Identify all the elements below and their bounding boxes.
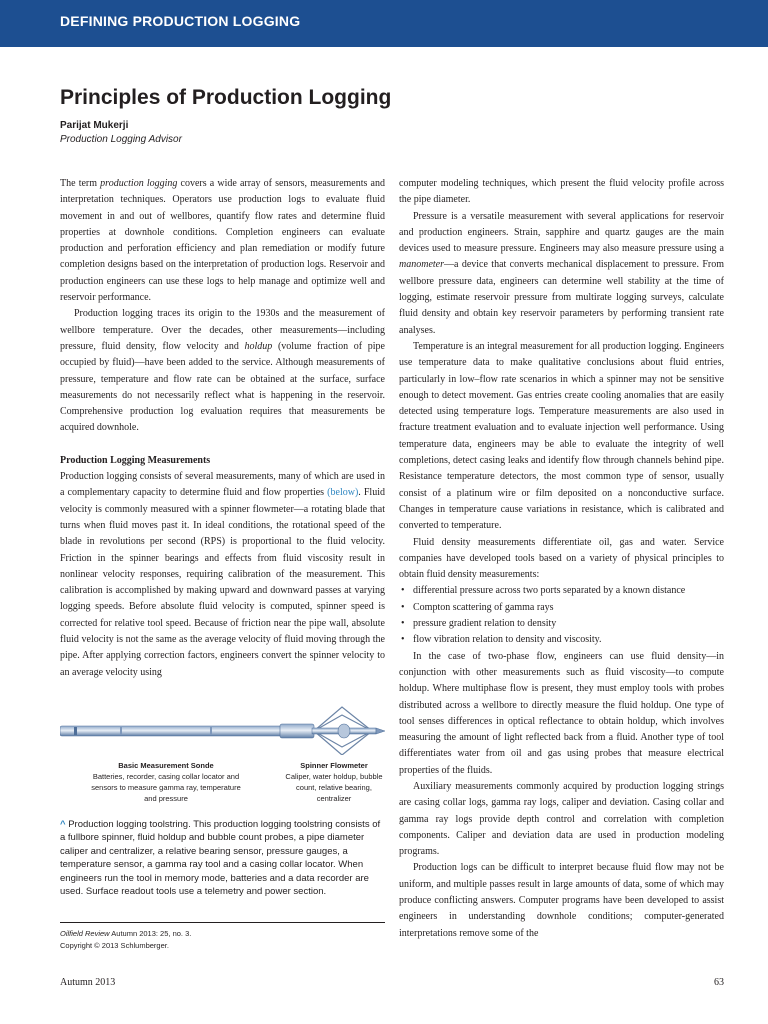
list-item: • pressure gradient relation to density (399, 616, 724, 632)
divider (60, 922, 385, 923)
term: holdup (244, 340, 273, 352)
author-title: Production Logging Advisor (60, 134, 182, 145)
paragraph: Auxiliary measurements commonly acquired by production logging strings are casing collar logs, gamma ray logs, caliper and deviation. Casing collar and gamma ray logs provide depth control and correlation with completion components. Caliper and deviation data are used in production modeling programs. (399, 780, 724, 858)
sonde-label (86, 760, 246, 804)
text: . Fluid velocity is commonly measured with a spinner flowmeter—a rotating blade that turns when fluid moves past it. In ideal conditions, the rotational speed of the blade in revolutions per second (RPS) is proportional to the fluid velocity. Friction in the spinner bearings and effects from fluid viscosity result in nonlinear velocity responses, requiring calibration of the measurement. This calibration is accomplished by making upward and downward passes at varying logging speeds. Before absolute fluid velocity is computed, spinner speed is corrected for relative tool speed. Because of friction near the pipe wall, absolute fluid velocity is not the same as the average velocity of fluid moving through the pipe. After applying correction factors, engineers convert the spinner velocity to an average velocity using (60, 487, 385, 678)
header-banner (0, 0, 768, 47)
text: covers a wide array of sensors, measurements and interpretation techniques. Operators use production logs to evaluate fluid movement in and out of wellbores, quantify flow rates and determine fluid properties at downhole conditions. Completion engineers can evaluate production and perforation efficiency and plan remediation or modify future completion designs based on the interpretation of production logs. Reservoir and production engineers can use these logs to help manage and optimize well and reservoir performance. (60, 178, 385, 304)
term: manometer (399, 259, 444, 271)
list-item: • flow vibration relation to density and viscosity. (399, 632, 724, 648)
journal-name: Oilfield Review (60, 929, 110, 938)
sonde-description: Batteries, recorder, casing collar locator and sensors to measure gamma ray, temperature and pressure (91, 772, 241, 803)
paragraph: In the case of two-phase flow, engineers can use fluid density—in conjunction with other measurements such as fluid viscosity—to compute holdup. Where multiphase flow is present, they must employ tools with probes distributed across a wellbore to directly measure the fluid holdup. One type of tool senses differences in optical reflectance to obtain holdup, which involves measuring the amount of light reflected back from a fluid. Another type of tool differentiates water from oil and gas using probes that measure electrical properties of the fluids. (399, 650, 724, 776)
bullet-list (399, 583, 724, 648)
paragraph: Temperature is an integral measurement for all production logging. Engineers use temperature data to make qualitative conclusions about fluid entries, particularly in low–flow rate scenarios in which a spinner may not be sensitive enough to detect movement. Gas entries create cooling anomalies that are easily detected using temperature logs. Temperature measurements are also used in fracture treatment evaluation and to evaluate injection well performance. Using temperature data, engineers may be able to evaluate the integrity of well completions, detect casing leaks and identify flow through channels behind pipe. Resistance temperature detectors, the most common type of sensor, usually consist of a platinum wire or film deposited on a nonconductive surface. Changes in temperature cause variations in resistance, which is calibrated and converted to temperature. (399, 340, 724, 532)
list-item: • Compton scattering of gamma rays (399, 600, 724, 616)
article-title: Principles of Production Logging (60, 86, 392, 109)
paragraph (60, 306, 385, 436)
paragraph: Fluid density measurements differentiate oil, gas and water. Service companies have developed tools based on a variety of physical principles to obtain fluid density measurements: (399, 536, 724, 581)
spinner-title: Spinner Flowmeter (300, 761, 368, 770)
copyright: Copyright © 2013 Schlumberger. (60, 941, 169, 950)
section-heading: Production Logging Measurements (60, 454, 211, 466)
paragraph: computer modeling techniques, which present the fluid velocity profile across the pipe diameter. (399, 178, 724, 206)
left-column (60, 176, 385, 681)
right-column (399, 176, 724, 942)
paragraph (399, 209, 724, 339)
figure-caption (60, 818, 385, 898)
figure-link[interactable]: (below) (327, 487, 359, 499)
list-item: • differential pressure across two ports separated by a known distance (399, 583, 724, 599)
spinner-label (278, 760, 390, 804)
spinner-description: Caliper, water holdup, bubble count, relative bearing, centralizer (285, 772, 383, 803)
footer-issue: Autumn 2013 (60, 977, 116, 988)
text: Production logging consists of several measurements, many of which are used in a complementary capacity to determine fluid and flow properties (60, 471, 385, 499)
paragraph (60, 469, 385, 681)
toolstring-illustration (60, 675, 385, 755)
toolstring-figure (60, 675, 385, 755)
text: (volume fraction of pipe occupied by fluid)—have been added to the service. Although measurements of pressure, temperature and flow rate can be obtained at the surface, surface measurements do not necessarily reflect what is happening in the reservoir. Comprehensive production log evaluation requires that measurements be acquired downhole. (60, 340, 385, 434)
sonde-title: Basic Measurement Sonde (118, 761, 214, 770)
term: production logging (100, 178, 178, 189)
text: Production logging traces its origin to the 1930s and the measurement of wellbore temperature. Over the decades, other measurements—including pressure, fluid density, flow velocity and (60, 308, 385, 352)
caret-up-icon: ^ (60, 819, 66, 830)
section-title: DEFINING PRODUCTION LOGGING (60, 13, 301, 29)
page-number: 63 (714, 977, 724, 988)
text: Pressure is a versatile measurement with several applications for reservoir and production engineers. Strain, sapphire and quartz gauges are the main devices used to measure pressure. Engineers may also measure pressure using a (399, 210, 724, 255)
paragraph (60, 176, 385, 306)
journal-issue: Autumn 2013: 25, no. 3. (109, 929, 192, 938)
citation (60, 928, 191, 952)
caption-text: Production logging toolstring. This production logging toolstring consists of a fullbore spinner, fluid holdup and bubble count probes, a pipe diameter caliper and centralizer, a relative bearing sensor, pressure gauges, a temperature sensor, a gamma ray tool and a casing collar locator. When engineers run the tool in memory mode, batteries and a data recorder are used. Surface readout tools use a telemetry and power section. (60, 819, 381, 898)
text: —a device that converts mechanical displacement to pressure. From wellbore pressure data, engineers can determine well stability at the time of logging, estimate reservoir pressure from multirate logging surveys, calculate fluid density and obtain key reservoir parameters by performing transient rate analyses. (399, 259, 724, 336)
paragraph: Production logs can be difficult to interpret because fluid flow may not be uniform, and multiple passes result in large amounts of data, some of which may produce conflicting answers. Computer programs have been developed to assist engineers in understanding downhole conditions; computer-generated interpretations remove some of the (399, 862, 724, 939)
author-name: Parijat Mukerji (60, 120, 129, 131)
text: The term (60, 178, 101, 189)
